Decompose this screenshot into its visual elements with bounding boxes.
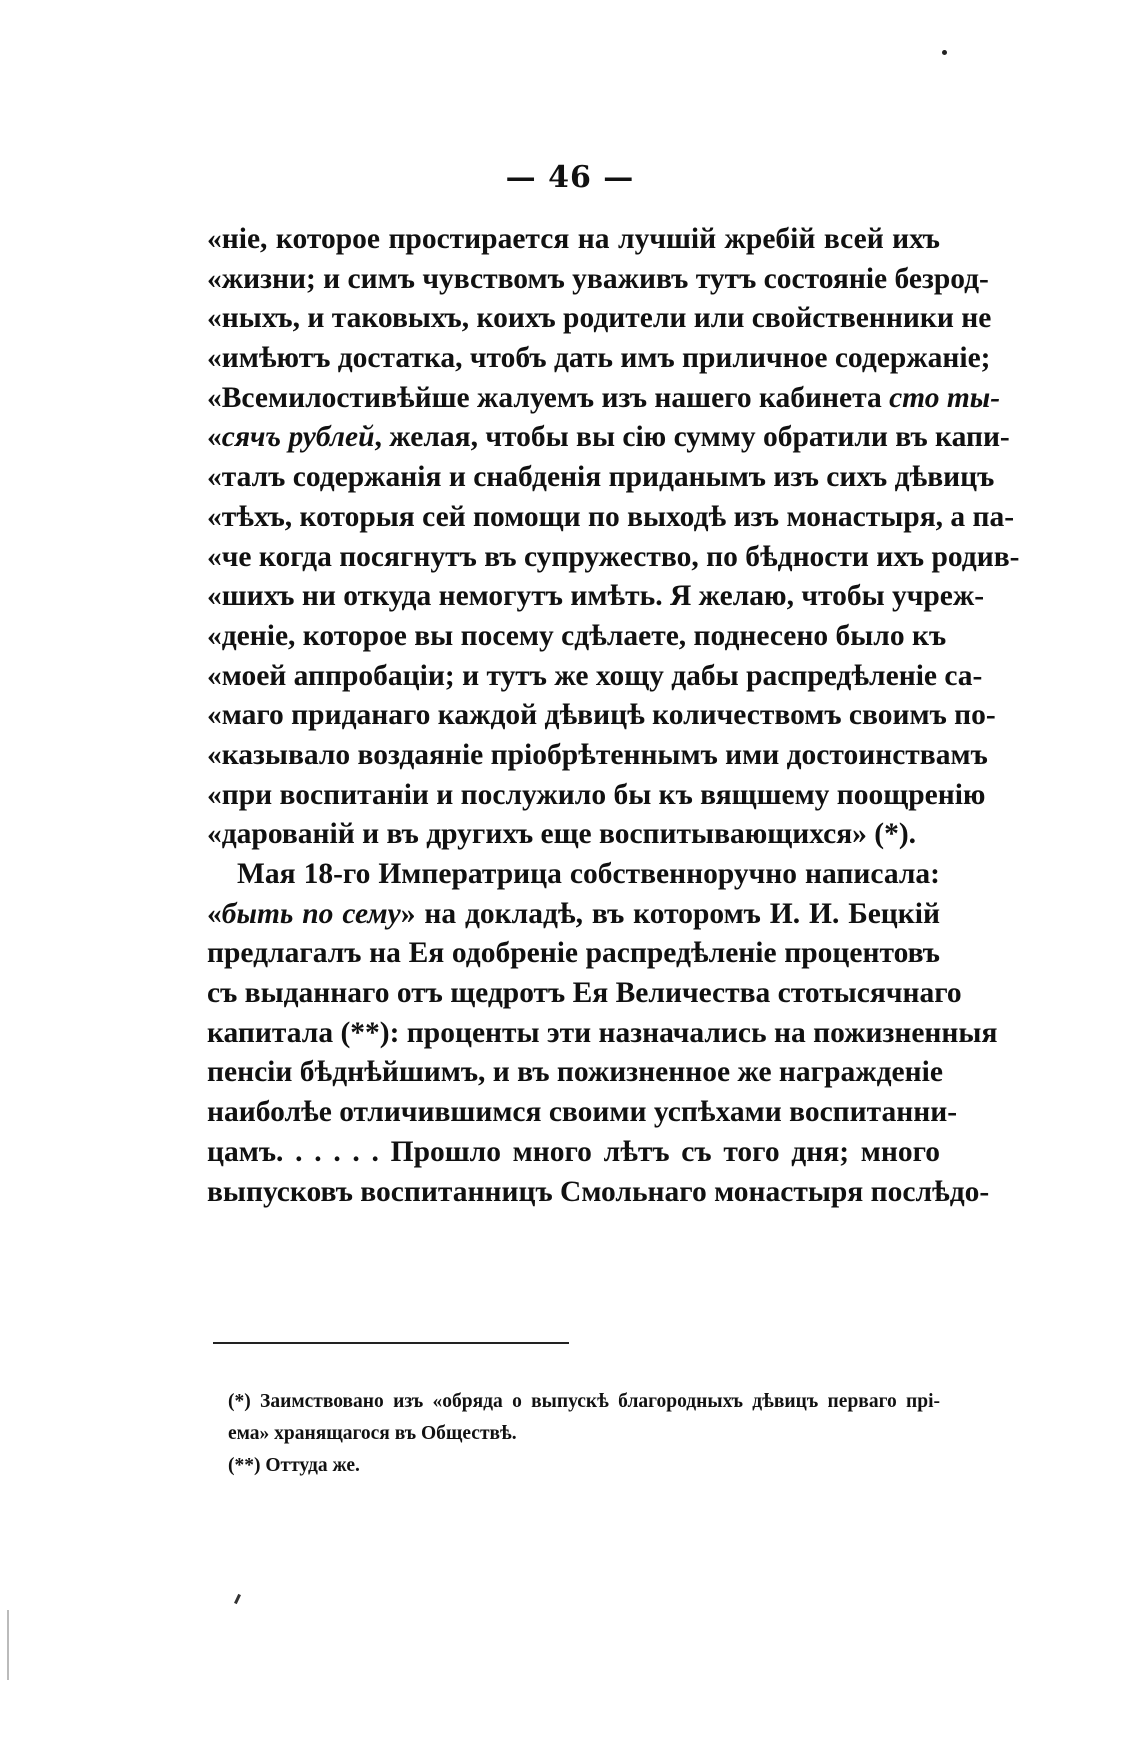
text-run: предлагалъ на Ея одобреніе распредѣленіе процентовъ xyxy=(207,937,940,970)
page-number: — 46 — xyxy=(505,160,635,195)
footnote-line: ема» хранящагося въ Обществѣ. xyxy=(228,1423,517,1444)
text-run: пенсіи бѣднѣйшимъ, и въ пожизненное же награжденіе xyxy=(207,1056,943,1089)
text-run: «моей аппробаціи; и тутъ же хощу дабы распредѣленіе са- xyxy=(207,659,983,692)
text-run: «имѣютъ достатка, чтобъ дать имъ приличное содержаніе; xyxy=(207,342,991,375)
text-line xyxy=(207,617,947,657)
text-run: выпусковъ воспитанницъ Смольнаго монастыря послѣдо- xyxy=(207,1175,990,1208)
main-text xyxy=(207,220,1020,1212)
text-run: «че когда посягнутъ въ супружество, по бѣдности ихъ родив- xyxy=(207,540,1020,573)
text-line xyxy=(207,1173,990,1213)
text-run: «Всемилостивѣйше жалуемъ изъ нашего кабинета xyxy=(207,381,890,414)
italic-phrase: быть по сему xyxy=(221,897,401,930)
footnotes xyxy=(228,1386,940,1482)
text-line xyxy=(207,736,988,776)
text-line xyxy=(207,696,996,736)
text-line xyxy=(207,339,991,379)
text-line xyxy=(207,776,986,816)
text-line xyxy=(207,260,989,300)
text-run: «жизни; и симъ чувствомъ уваживъ тутъ состояніе безрод- xyxy=(207,262,989,295)
footnote-line: (**) Оттуда же. xyxy=(228,1455,360,1476)
scan-mark xyxy=(234,1594,241,1604)
text-line xyxy=(207,974,962,1014)
text-run: цамъ. . . . . . Прошло много лѣтъ съ того дня; много xyxy=(207,1135,940,1168)
text-line xyxy=(207,895,940,935)
text-run: Мая 18-го Императрица собственноручно написала: xyxy=(237,858,940,890)
text-run: « xyxy=(207,897,222,930)
footnote-separator xyxy=(213,1342,569,1344)
text-run: «ныхъ, и таковыхъ, коихъ родители или свойственники не xyxy=(207,302,992,335)
text-run: съ выданнаго отъ щедротъ Ея Величества стотысячнаго xyxy=(207,977,962,1010)
text-run: , желая, чтобы вы сію сумму обратили въ капи- xyxy=(374,421,1010,454)
text-line xyxy=(207,1093,958,1133)
text-line xyxy=(207,220,940,260)
text-run: « xyxy=(207,421,222,454)
footnote xyxy=(228,1450,940,1482)
text-line xyxy=(207,538,1020,578)
text-line xyxy=(207,657,983,697)
text-run: «талъ содержанія и снабденія приданымъ изъ сихъ дѣвицъ xyxy=(207,461,995,494)
text-line xyxy=(207,498,1015,538)
text-line xyxy=(207,1133,940,1173)
text-line xyxy=(207,1053,943,1093)
footnote-line: (*) Заимствовано изъ «обряда о выпускѣ благородныхъ дѣвицъ перваго прі- xyxy=(228,1391,940,1412)
text-run: капитала (**): проценты эти назначались на пожизненныя xyxy=(207,1016,998,1049)
text-run: «при воспитаніи и послужило бы къ вящшему поощренію xyxy=(207,778,986,811)
footnote xyxy=(228,1386,940,1450)
text-line xyxy=(207,934,940,974)
text-run: «тѣхъ, которыя сей помощи по выходѣ изъ монастыря, а па- xyxy=(207,500,1015,533)
text-run: » на докладѣ, въ которомъ И. И. Бецкій xyxy=(400,897,940,930)
text-line xyxy=(207,855,940,895)
text-line xyxy=(207,299,992,339)
text-run: «шихъ ни откуда немогутъ имѣть. Я желаю, чтобы учреж- xyxy=(207,580,985,613)
text-line xyxy=(207,1014,998,1054)
text-run: «маго приданаго каждой дѣвицѣ количествомъ своимъ по- xyxy=(207,699,996,732)
italic-phrase: сто ты- xyxy=(889,381,1001,414)
text-run: «деніе, которое вы посему сдѣлаете, поднесено было къ xyxy=(207,619,947,652)
text-run: «ніе, которое простирается на лучшій жребій всей ихъ xyxy=(207,223,940,255)
text-line xyxy=(207,458,995,498)
scan-speck xyxy=(942,50,947,55)
italic-phrase: сячъ рублей xyxy=(221,421,375,454)
text-line xyxy=(207,815,940,855)
text-line xyxy=(207,418,1010,458)
text-run: наиболѣе отличившимся своими успѣхами воспитанни- xyxy=(207,1096,958,1129)
text-run: «дарованій и въ другихъ еще воспитывающихся» (*). xyxy=(207,818,917,851)
text-line xyxy=(207,379,1001,419)
text-run: «казывало воздаяніе пріобрѣтеннымъ ими достоинствамъ xyxy=(207,738,988,771)
text-line xyxy=(207,577,985,617)
scan-edge xyxy=(7,1610,9,1680)
